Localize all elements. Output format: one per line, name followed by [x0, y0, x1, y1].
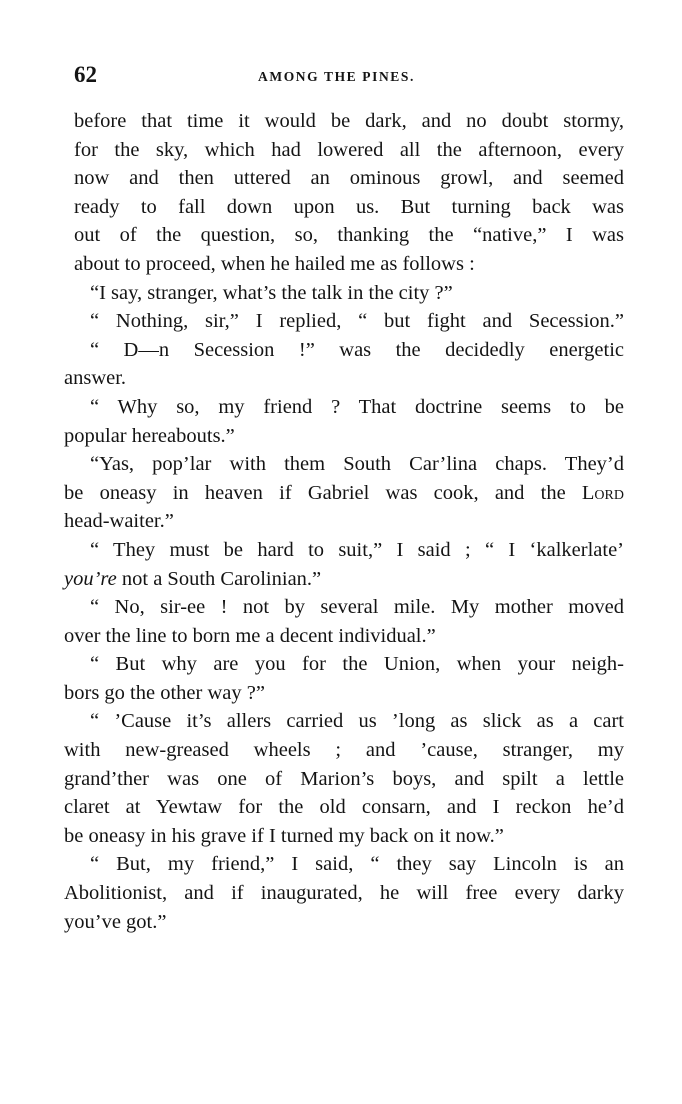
text-line: claret at Yewtaw for the old consarn, and I reckon he’d: [64, 796, 624, 819]
body-text: [64, 107, 624, 936]
text-line: you’ve got.”: [64, 910, 167, 933]
text-line: over the line to born me a decent individual.”: [64, 624, 436, 647]
text-segment: not a South Carolinian.”: [121, 567, 322, 590]
text-line: now and then uttered an ominous growl, and seemed: [74, 167, 624, 190]
text-line: “ ’Cause it’s allers carried us ’long as slick as a cart: [90, 710, 624, 733]
text-line: “ But why are you for the Union, when your neigh-: [90, 653, 624, 676]
running-title: AMONG THE PINES.: [258, 69, 415, 84]
text-line: “ But, my friend,” I said, “ they say Lincoln is an: [90, 853, 624, 876]
text-line: “ Why so, my friend ? That doctrine seems to be: [90, 395, 624, 418]
text-segment: be oneasy in heaven if Gabriel was cook, and the: [64, 481, 566, 504]
running-header: [74, 62, 622, 92]
text-line: ready to fall down upon us. But turning back was: [74, 195, 624, 218]
text-segment-small-caps: Lord: [581, 481, 624, 504]
text-line: “ D—n Secession !” was the decidedly energetic: [90, 338, 624, 361]
text-line: bors go the other way ?”: [64, 681, 265, 704]
text-line: be oneasy in his grave if I turned my back on it now.”: [64, 824, 504, 847]
text-line: “ No, sir-ee ! not by several mile. My mother moved: [90, 596, 624, 619]
text-line: grand’ther was one of Marion’s boys, and spilt a lettle: [64, 767, 624, 790]
text-line: before that time it would be dark, and no doubt stormy,: [74, 110, 624, 132]
page-number: 62: [74, 62, 97, 87]
text-line: out of the question, so, thanking the “native,” I was: [74, 224, 624, 247]
text-line: answer.: [64, 367, 127, 390]
text-line: [64, 479, 624, 508]
text-line: [64, 565, 624, 594]
text-line: “ They must be hard to suit,” I said ; “ I ‘kalkerlate’: [90, 538, 624, 561]
text-line: “I say, stranger, what’s the talk in the city ?”: [90, 281, 453, 304]
text-segment-italic: you’re: [64, 567, 117, 590]
text-line: Abolitionist, and if inaugurated, he will free every darky: [64, 882, 624, 905]
text-line: with new-greased wheels ; and ’cause, stranger, my: [64, 739, 624, 762]
text-line: popular hereabouts.”: [64, 424, 235, 447]
text-line: head-waiter.”: [64, 510, 174, 533]
text-line: about to proceed, when he hailed me as follows :: [74, 252, 475, 275]
text-line: “ Nothing, sir,” I replied, “ but fight and Secession.”: [90, 310, 624, 333]
text-line: for the sky, which had lowered all the afternoon, every: [74, 138, 624, 161]
text-line: “Yas, pop’lar with them South Car’lina chaps. They’d: [90, 453, 624, 476]
